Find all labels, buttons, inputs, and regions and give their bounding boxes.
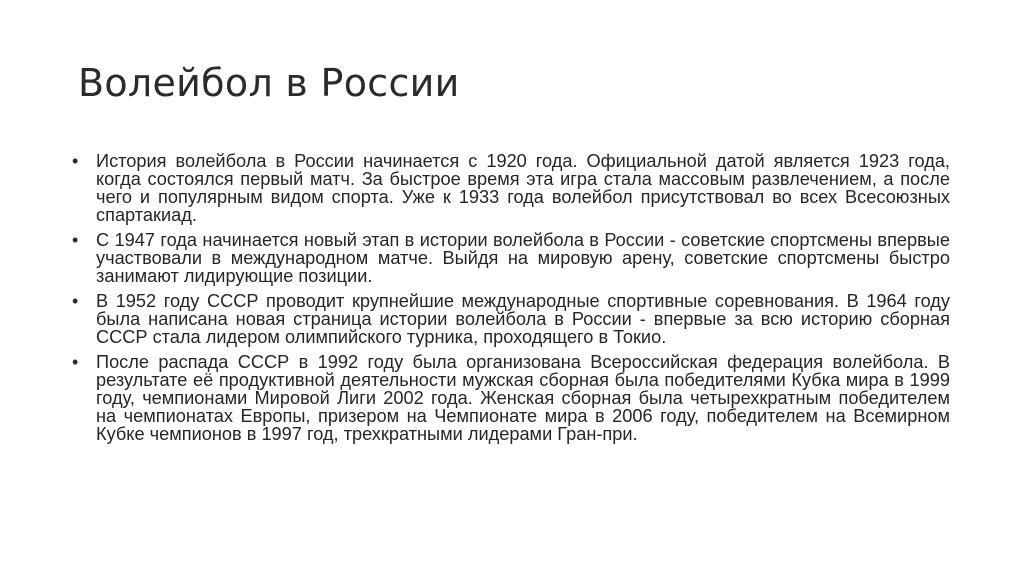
bullet-text: С 1947 года начинается новый этап в истории волейбола в России - советские спортсмены впервые участвовали в международном матче. Выйдя на мировую арену, советские спортсмены быстро занимают лидирующие позиции. [96, 230, 950, 286]
bullet-item [72, 152, 950, 224]
bullet-text: История волейбола в России начинается с 1920 года. Официальной датой является 1923 года, когда состоялся первый матч. За быстрое время эта игра стала массовым развлечением, а после чего и популярным видом спорта. Уже к 1933 года волейбол присутствовал во всех Всесоюзных спартакиад. [96, 151, 950, 225]
bullet-marker: • [72, 151, 79, 171]
bullet-marker: • [72, 230, 79, 250]
bullet-item [72, 231, 950, 285]
bullet-text: После распада СССР в 1992 году была организована Всероссийская федерация волейбола. В результате её продуктивной деятельности мужская сборная была победителями Кубка мира в 1999 году, чемпионами Мировой Лиги 2002 года. Женская сборная была четырехкратным победителем на чемпионатах Европы, призером на Чемпионате мира в 2006 году, победителем на Всемирном Кубке чемпионов в 1997 год, трехкратными лидерами Гран-при. [96, 352, 950, 444]
bullet-marker: • [72, 352, 79, 372]
bullet-item [72, 292, 950, 346]
bullet-list [72, 152, 950, 450]
bullet-marker: • [72, 291, 79, 311]
slide-title: Волейбол в России [78, 61, 460, 105]
bullet-text: В 1952 году СССР проводит крупнейшие международные спортивные соревнования. В 1964 году была написана новая страница истории волейбола в России - впервые за всю историю сборная СССР стала лидером олимпийского турника, проходящего в Токио. [96, 291, 950, 347]
bullet-item [72, 353, 950, 443]
